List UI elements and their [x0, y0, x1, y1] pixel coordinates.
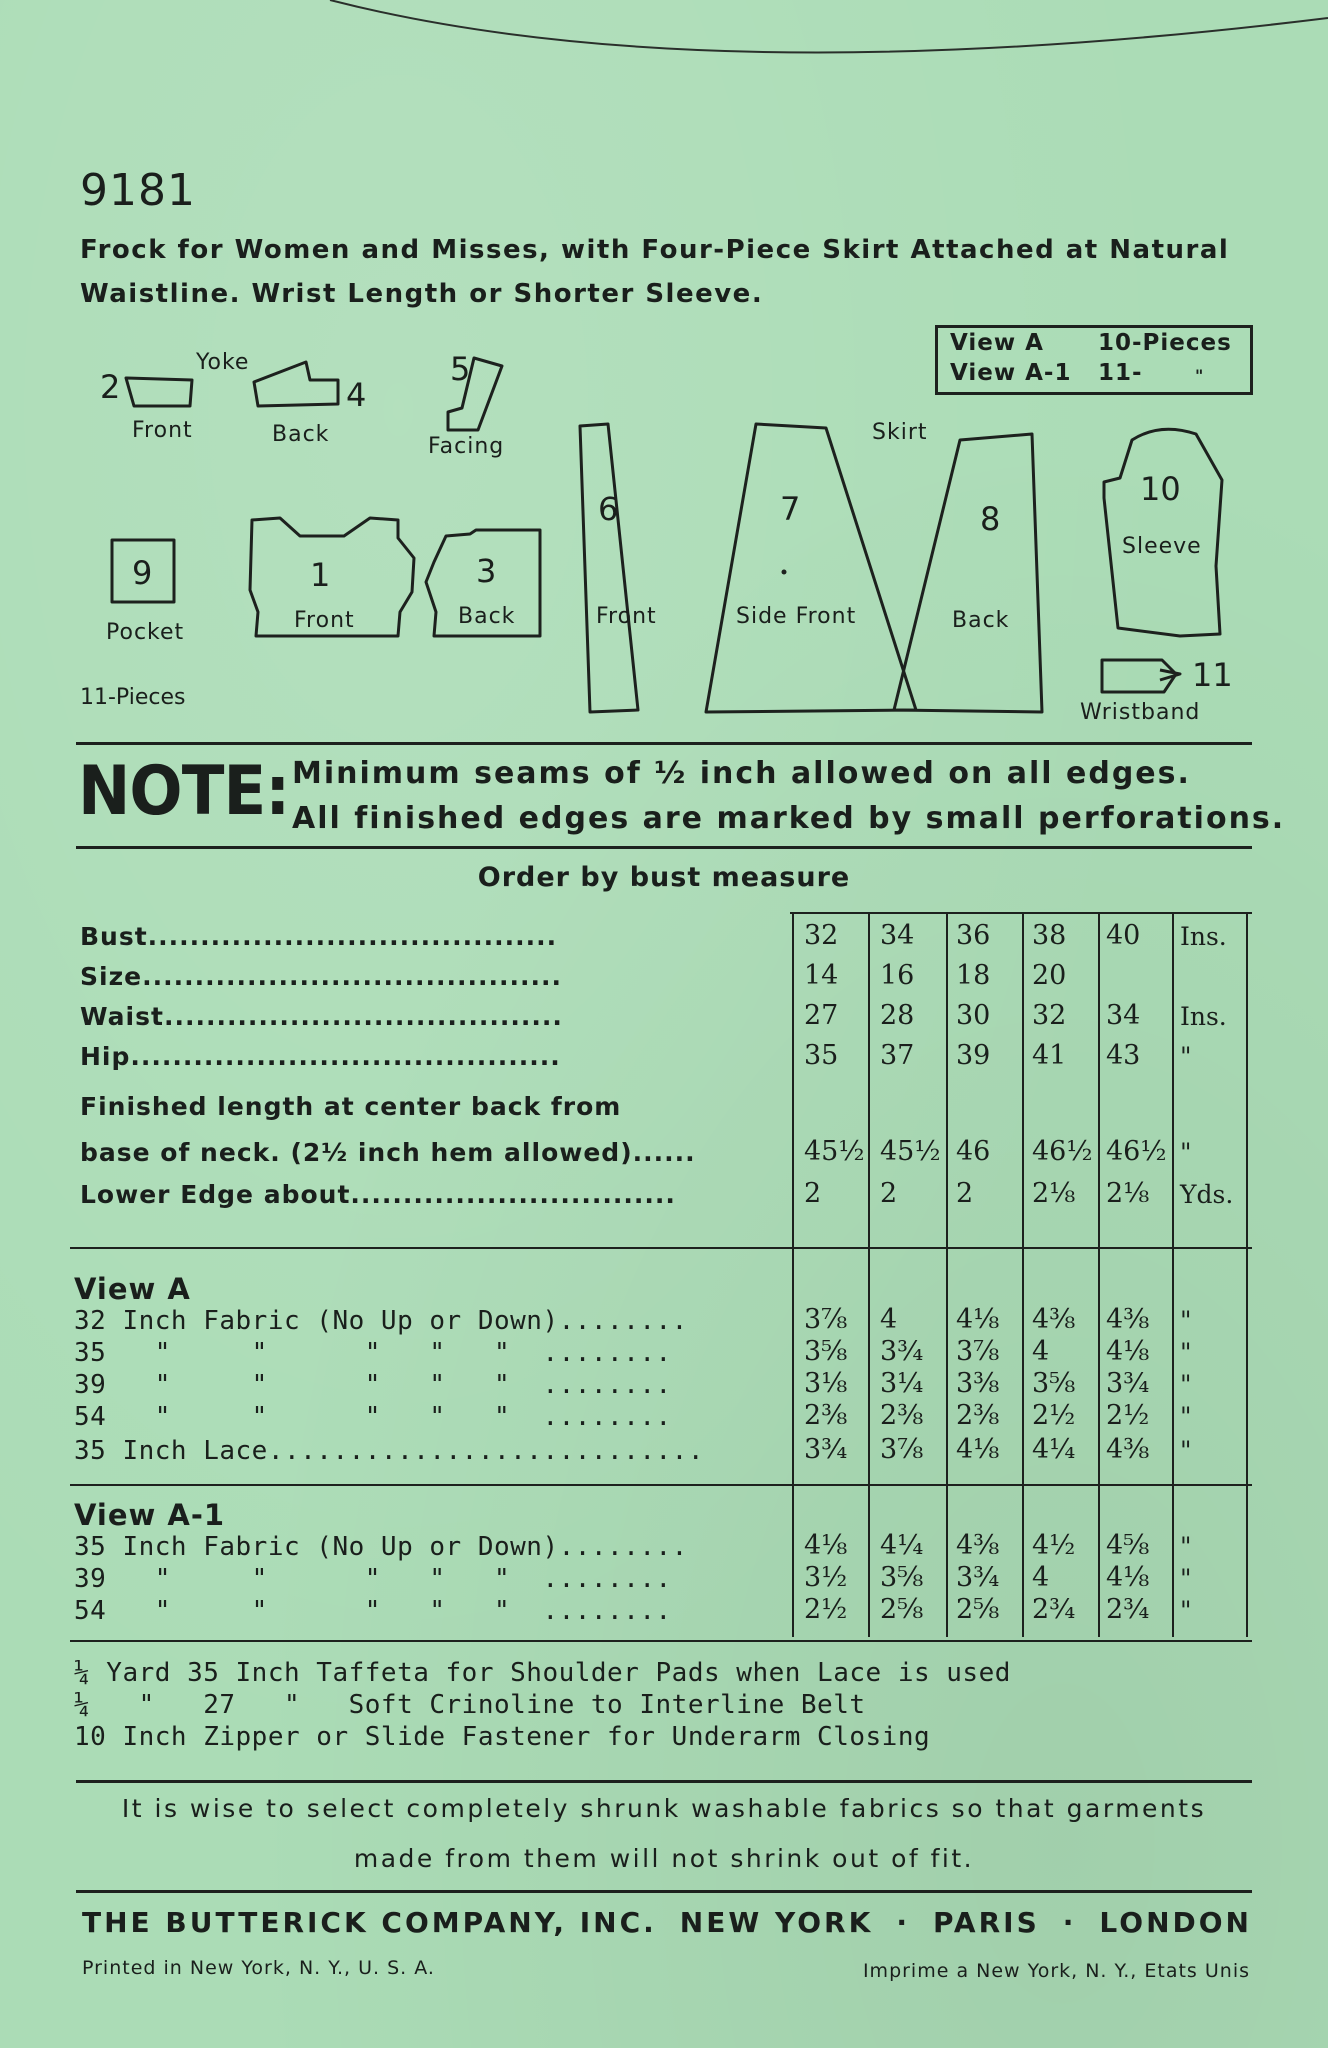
piece-2-label: Front — [132, 418, 193, 443]
view-a-unit: " — [1180, 1436, 1192, 1465]
note-line-1: Minimum seams of ½ inch allowed on all edges. — [292, 756, 1191, 791]
view-a1-cell: 3¾ — [956, 1562, 1000, 1593]
view-a-unit: " — [1180, 1402, 1192, 1431]
piece-7-label: Side Front — [736, 604, 857, 629]
city-new-york: NEW YORK — [679, 1906, 874, 1939]
rule-above-advice — [76, 1780, 1252, 1783]
view-a1-cell: 2¾ — [1032, 1594, 1076, 1625]
measurement-cell: 16 — [880, 960, 915, 991]
view-a1-cell: 4⅜ — [956, 1530, 1000, 1561]
view-a1-row-label: 39 " " " " " ........ — [74, 1564, 672, 1594]
measurement-cell: 41 — [1032, 1040, 1067, 1071]
table-col-rule-1 — [792, 912, 794, 1637]
view-a-cell: 4⅜ — [1106, 1304, 1150, 1335]
view-a-cell: 3⅞ — [956, 1336, 1000, 1367]
view-a-label: View A — [950, 330, 1044, 356]
advice-line-2: made from them will not shrink out of fit. — [353, 1844, 975, 1873]
measurement-cell: 14 — [804, 960, 839, 991]
piece-10-number: 10 — [1140, 470, 1181, 508]
view-a1-unit: " — [1180, 1564, 1192, 1593]
measurement-cell: 46½ — [1032, 1136, 1093, 1167]
view-a-unit: " — [1180, 1338, 1192, 1367]
piece-6-label: Front — [596, 604, 657, 629]
view-a-unit: " — [1180, 1370, 1192, 1399]
piece-8-number: 8 — [980, 500, 1001, 538]
piece-11-wristband-outline — [1102, 660, 1176, 692]
measurements-title: Order by bust measure — [477, 862, 851, 893]
company-line — [82, 1906, 1252, 1939]
description-line-1: Frock for Women and Misses, with Four-Piece Skirt Attached at Natural — [80, 235, 1230, 265]
printed-in-french: Imprime a New York, N. Y., Etats Unis — [862, 1960, 1250, 1982]
view-a1-cell: 2¾ — [1106, 1594, 1150, 1625]
notion-line-1: ¼ Yard 35 Inch Taffeta for Shoulder Pads when Lace is used — [74, 1658, 1011, 1688]
view-a-cell: 3⅜ — [956, 1368, 1000, 1399]
pattern-number: 9181 — [80, 165, 196, 216]
measurement-row-label: Waist...................................... — [80, 1002, 563, 1031]
piece-6-number: 6 — [598, 490, 619, 528]
rule-after-view-a1 — [70, 1640, 1252, 1642]
separator-2: · — [1062, 1906, 1077, 1939]
table-col-rule-6 — [1172, 912, 1174, 1637]
view-a-pieces: 10-Pieces — [1098, 330, 1232, 356]
pattern-description — [80, 228, 1260, 316]
city-paris: PARIS — [932, 1906, 1040, 1939]
view-a1-label: View A-1 — [950, 360, 1072, 386]
measurement-cell: 46 — [956, 1136, 991, 1167]
view-a1-row-label: 35 Inch Fabric (No Up or Down)........ — [74, 1532, 688, 1562]
view-a-row-label: 35 " " " " " ........ — [74, 1338, 672, 1368]
rule-before-view-a — [70, 1247, 1252, 1249]
separator-1: · — [896, 1906, 910, 1939]
envelope-flap-curve — [0, 0, 1328, 80]
measurement-cell: 36 — [956, 920, 991, 951]
piece-11-pointer — [1160, 670, 1180, 680]
piece-2-front-yoke-outline — [126, 378, 192, 406]
measurement-row-label: Lower Edge about............................... — [80, 1180, 676, 1209]
company-name: THE BUTTERICK COMPANY, INC. — [82, 1906, 657, 1939]
note-line-2: All finished edges are marked by small perforations. — [292, 801, 1286, 836]
piece-10-label: Sleeve — [1122, 534, 1202, 559]
view-a-cell: 4⅜ — [1032, 1304, 1076, 1335]
table-col-rule-2 — [868, 912, 870, 1637]
measurement-unit: Ins. — [1180, 1002, 1227, 1031]
measurement-cell: 32 — [804, 920, 839, 951]
measurement-cell: 37 — [880, 1040, 915, 1071]
rule-above-note — [76, 742, 1252, 745]
view-a1-cell: 4¼ — [880, 1530, 924, 1561]
note-heading: NOTE: — [78, 752, 290, 831]
view-a-cell: 4⅛ — [1106, 1336, 1150, 1367]
table-col-rule-4 — [1022, 912, 1024, 1637]
measurement-row-label: Size........................................ — [80, 962, 562, 991]
notion-line-2: ¼ " 27 " Soft Crinoline to Interline Belt — [74, 1690, 866, 1720]
measurement-unit: " — [1180, 1138, 1192, 1167]
piece-9-label: Pocket — [106, 620, 185, 645]
view-a-cell: 2½ — [1106, 1400, 1150, 1431]
measurement-row-label: Hip......................................... — [80, 1042, 561, 1071]
piece-4-back-yoke-outline — [254, 362, 338, 406]
view-a1-unit: " — [1180, 1532, 1192, 1561]
view-a-row-label: 54 " " " " " ........ — [74, 1402, 672, 1432]
table-col-rule-5 — [1098, 912, 1100, 1637]
view-a-row-label: 39 " " " " " ........ — [74, 1370, 672, 1400]
piece-5-label: Facing — [428, 434, 505, 459]
view-a-cell: 4 — [880, 1304, 898, 1335]
advice-line-1: It is wise to select completely shrunk washable fabrics so that garments — [121, 1794, 1207, 1823]
piece-7-number: 7 — [780, 490, 801, 528]
measurement-unit: " — [1180, 1042, 1192, 1071]
view-a1-ditto: " — [1195, 366, 1205, 385]
piece-4-number: 4 — [346, 376, 367, 414]
piece-1-label: Front — [294, 608, 355, 633]
view-a-cell: 3¾ — [804, 1434, 848, 1465]
measurement-cell: 27 — [804, 1000, 839, 1031]
notion-line-3: 10 Inch Zipper or Slide Fastener for Underarm Closing — [74, 1722, 931, 1752]
view-a1-cell: 4 — [1032, 1562, 1050, 1593]
city-london: LONDON — [1099, 1906, 1252, 1939]
view-a-cell: 3⅝ — [804, 1336, 848, 1367]
piece-11-label: Wristband — [1080, 700, 1201, 725]
view-a1-heading: View A-1 — [74, 1498, 226, 1532]
measurement-cell: 2 — [956, 1178, 974, 1209]
measurement-cell: 43 — [1106, 1040, 1141, 1071]
measurement-cell: 45½ — [804, 1136, 865, 1167]
measurement-unit: Yds. — [1180, 1180, 1234, 1209]
rule-below-note — [76, 846, 1252, 849]
piece-2-number: 2 — [100, 368, 121, 406]
table-top-rule — [790, 912, 1252, 914]
measurement-row-label: Bust....................................... — [80, 922, 558, 951]
view-a-cell: 2⅜ — [880, 1400, 924, 1431]
view-a-cell: 3⅞ — [880, 1434, 924, 1465]
view-a1-cell: 4⅛ — [804, 1530, 848, 1561]
yoke-label: Yoke — [196, 350, 250, 375]
view-a-cell: 2½ — [1032, 1400, 1076, 1431]
piece-3-number: 3 — [476, 552, 497, 590]
view-a-row-label: 35 Inch Lace........................... — [74, 1436, 704, 1466]
measurement-row-label: base of neck. (2½ inch hem allowed)...... — [80, 1138, 696, 1167]
view-a1-cell: 2⅝ — [956, 1594, 1000, 1625]
view-a-cell: 3⅞ — [804, 1304, 848, 1335]
piece-3-label: Back — [458, 604, 516, 629]
view-a-unit: " — [1180, 1306, 1192, 1335]
view-a-cell: 4⅜ — [1106, 1434, 1150, 1465]
measurement-cell: 2 — [880, 1178, 898, 1209]
view-a1-unit: " — [1180, 1596, 1192, 1625]
piece-7-center-mark — [782, 570, 787, 575]
measurement-cell: 39 — [956, 1040, 991, 1071]
piece-9-number: 9 — [132, 554, 153, 592]
view-a1-cell: 3½ — [804, 1562, 848, 1593]
view-a1-cell: 2½ — [804, 1594, 848, 1625]
measurement-cell: 30 — [956, 1000, 991, 1031]
measurement-cell: 34 — [880, 920, 915, 951]
skirt-label: Skirt — [872, 420, 928, 445]
piece-11-number: 11 — [1192, 656, 1233, 694]
view-a1-cell: 3⅝ — [880, 1562, 924, 1593]
view-a-cell: 3⅛ — [804, 1368, 848, 1399]
pieces-count-label: 11-Pieces — [80, 685, 186, 710]
measurement-cell: 46½ — [1106, 1136, 1167, 1167]
view-a-row-label: 32 Inch Fabric (No Up or Down)........ — [74, 1306, 688, 1336]
measurement-row-label: Finished length at center back from — [80, 1092, 622, 1121]
view-a-cell: 4⅛ — [956, 1304, 1000, 1335]
measurement-cell: 2⅛ — [1032, 1178, 1076, 1209]
printed-in-usa: Printed in New York, N. Y., U. S. A. — [82, 1957, 435, 1979]
view-a-heading: View A — [74, 1272, 191, 1306]
piece-8-back-outline — [894, 434, 1042, 712]
view-a-cell: 2⅜ — [804, 1400, 848, 1431]
rule-before-view-a1 — [70, 1484, 1252, 1486]
view-a1-row-label: 54 " " " " " ........ — [74, 1596, 672, 1626]
piece-7-side-front-outline — [706, 424, 916, 712]
piece-8-label: Back — [952, 608, 1010, 633]
view-a1-cell: 4⅝ — [1106, 1530, 1150, 1561]
description-line-2: Waistline. Wrist Length or Shorter Sleeve. — [80, 279, 764, 309]
rule-above-company — [76, 1890, 1252, 1893]
measurement-unit: Ins. — [1180, 922, 1227, 951]
view-a-cell: 3¼ — [880, 1368, 924, 1399]
measurement-cell: 32 — [1032, 1000, 1067, 1031]
view-a-cell: 2⅜ — [956, 1400, 1000, 1431]
piece-1-number: 1 — [310, 556, 331, 594]
measurement-cell: 2 — [804, 1178, 822, 1209]
measurement-cell: 18 — [956, 960, 991, 991]
measurement-cell: 38 — [1032, 920, 1067, 951]
measurement-cell: 40 — [1106, 920, 1141, 951]
view-a1-pieces: 11- — [1098, 360, 1143, 386]
piece-4-label: Back — [272, 422, 330, 447]
table-col-rule-7 — [1246, 912, 1248, 1637]
piece-5-number: 5 — [450, 350, 471, 388]
measurement-cell: 28 — [880, 1000, 915, 1031]
measurement-cell: 35 — [804, 1040, 839, 1071]
measurement-cell: 34 — [1106, 1000, 1141, 1031]
measurement-cell: 2⅛ — [1106, 1178, 1150, 1209]
measurement-cell: 20 — [1032, 960, 1067, 991]
view-a-cell: 4⅛ — [956, 1434, 1000, 1465]
view-a1-cell: 2⅝ — [880, 1594, 924, 1625]
view-a-cell: 3⅝ — [1032, 1368, 1076, 1399]
piece-6-skirt-front-outline — [580, 424, 638, 712]
piece-10-sleeve-outline — [1104, 429, 1222, 636]
table-col-rule-3 — [946, 912, 948, 1637]
measurement-cell: 45½ — [880, 1136, 941, 1167]
view-a-cell: 3¾ — [880, 1336, 924, 1367]
view-a-cell: 3¾ — [1106, 1368, 1150, 1399]
view-a-cell: 4 — [1032, 1336, 1050, 1367]
view-a1-cell: 4⅛ — [1106, 1562, 1150, 1593]
view-a1-cell: 4½ — [1032, 1530, 1076, 1561]
view-a-cell: 4¼ — [1032, 1434, 1076, 1465]
